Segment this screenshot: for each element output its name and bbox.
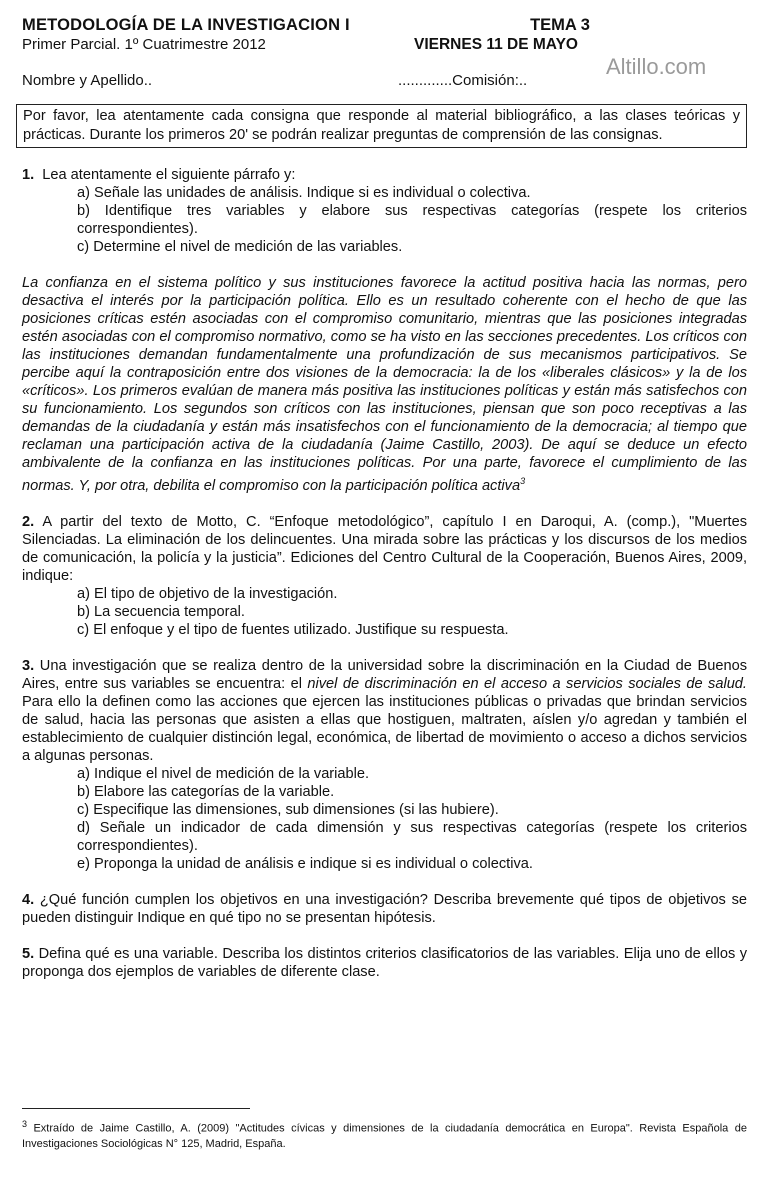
footnote-text: Extraído de Jaime Castillo, A. (2009) "Actitudes cívicas y dimensiones de la ciudadanía democrática en Europa". Revista Española de Investigaciones Sociológicas N° 125, Madrid, España. xyxy=(22,1122,747,1150)
variable-name: nivel de discriminación en el acceso a servicios sociales de salud. xyxy=(307,675,747,692)
comision-field-label: .............Comisión:.. xyxy=(398,72,528,89)
exam-date: VIERNES 11 DE MAYO xyxy=(414,36,578,53)
question-text: ¿Qué función cumplen los objetivos en una investigación? Describa brevemente qué tipos de objetivos se pueden distinguir Indique en qué tipo no se presentan hipótesis. xyxy=(22,891,747,926)
footnote xyxy=(22,1117,747,1152)
question-text: A partir del texto de Motto, C. “Enfoque metodológico”, capítulo I en Daroqui, A. (comp.), "Muertes Silenciadas. La eliminación de los delincuentes. Una mirada sobre las prácticas y los discursos de los medios de comunicación, la policía y la justicia”. Ediciones del Centro Cultural de la Cooperación, Buenos Aires, 2009, indique: xyxy=(22,513,747,584)
sub-item: e) Proponga la unidad de análisis e indique si es individual o colectiva. xyxy=(77,855,533,872)
question-number: 3. xyxy=(22,657,35,674)
header-right xyxy=(414,16,624,54)
sub-item: b) Elabore las categorías de la variable. xyxy=(77,783,335,800)
header-left xyxy=(22,16,350,53)
quoted-paragraph-text: La confianza en el sistema político y sus instituciones favorece la actitud positiva hacia las normas, pero desactiva el interés por la participación política. Ello es un resultado coherente con el hecho de que las posiciones críticas estén asociadas con el compromiso comunitario, mientras que las posiciones integradas estén asociadas con el compromiso normativo, como se ha visto en las secciones precedentes. Los críticos con las instituciones demandan fundamentalmente una profundización de sus mecanismos participativos. Se percibe aquí la contraposición entre dos visiones de la democracia: la de los «liberales clásicos» y la de los «críticos». Los primeros evalúan de manera más positiva las instituciones políticas y están más satisfechos con su funcionamiento. Los segundos son críticos con las instituciones, piensan que son poco receptivas a las demandas de la ciudadanía y están más insatisfechos con el funcionamiento de la democracia; al tiempo que reclaman una participación activa de la ciudadanía (Jaime Castillo, 2003). De aquí se deduce un efecto ambivalente de la confianza en las instituciones políticas. Por una parte, favorece el cumplimiento de las normas. Y, por otra, debilita el compromiso con la participación política activa xyxy=(22,275,747,494)
sub-item: c) Especifique las dimensiones, sub dimensiones (si las hubiere). xyxy=(77,801,499,818)
tema-label: TEMA 3 xyxy=(530,16,590,34)
question-2 xyxy=(22,513,747,639)
footnote-divider xyxy=(22,1108,250,1109)
question-1 xyxy=(22,166,747,495)
name-field-label: Nombre y Apellido.. xyxy=(22,72,153,89)
sub-item: b) Identifique tres variables y elabore sus respectivas categorías (respete los criterios correspondientes). xyxy=(77,203,747,237)
question-text-continued: Para ello la definen como las acciones que ejercen las instituciones públicas o privadas que brindan servicios de salud, hacia las personas que asisten a ellas que hostiguen, maltraten, aíslen y/o agredan y también el establecimiento de cualquier distinción legal, económica, de libertad de movimiento o acceso a dichos servicios a algunas personas. xyxy=(22,693,747,764)
exam-subtitle: Primer Parcial. 1º Cuatrimestre 2012 xyxy=(22,36,266,53)
instructions-box: Por favor, lea atentamente cada consigna que responde al material bibliográfico, a las clases teóricas y prácticas. Durante los primeros 20' se podrán realizar preguntas de comprensión de las consignas. xyxy=(16,104,747,148)
question-text: Lea atentamente el siguiente párrafo y: xyxy=(42,167,296,183)
sub-item: a) Indique el nivel de medición de la variable. xyxy=(77,765,370,782)
quoted-paragraph xyxy=(22,274,747,495)
exam-body xyxy=(22,166,747,981)
course-title: METODOLOGÍA DE LA INVESTIGACION I xyxy=(22,16,350,34)
footnote-reference: 3 xyxy=(520,476,526,486)
question-4 xyxy=(22,891,747,927)
question-text: Defina qué es una variable. Describa los distintos criterios clasificatorios de las variables. Elija uno de ellos y proponga dos ejemplos de variables de diferente clase. xyxy=(22,945,747,980)
question-3 xyxy=(22,657,747,873)
question-number: 2. xyxy=(22,513,35,530)
sub-item: b) La secuencia temporal. xyxy=(77,603,245,620)
sub-item: a) El tipo de objetivo de la investigación. xyxy=(77,585,338,602)
question-number: 4. xyxy=(22,891,35,908)
sub-item: c) Determine el nivel de medición de las variables. xyxy=(77,239,403,255)
sub-item: a) Señale las unidades de análisis. Indique si es individual o colectiva. xyxy=(77,185,531,201)
question-5 xyxy=(22,945,747,981)
question-number: 1. xyxy=(22,167,35,183)
question-number: 5. xyxy=(22,945,35,962)
question-text: Una investigación que se realiza dentro de la universidad sobre la discriminación en la Ciudad de Buenos Aires, entre sus variables se encuentra: el xyxy=(22,657,748,692)
watermark: Altillo.com xyxy=(606,54,707,79)
footnote-mark: 3 xyxy=(22,1119,28,1129)
sub-item: c) El enfoque y el tipo de fuentes utilizado. Justifique su respuesta. xyxy=(77,621,509,638)
sub-item: d) Señale un indicador de cada dimensión y sus respectivas categorías (respete los criterios correspondientes). xyxy=(77,819,747,854)
